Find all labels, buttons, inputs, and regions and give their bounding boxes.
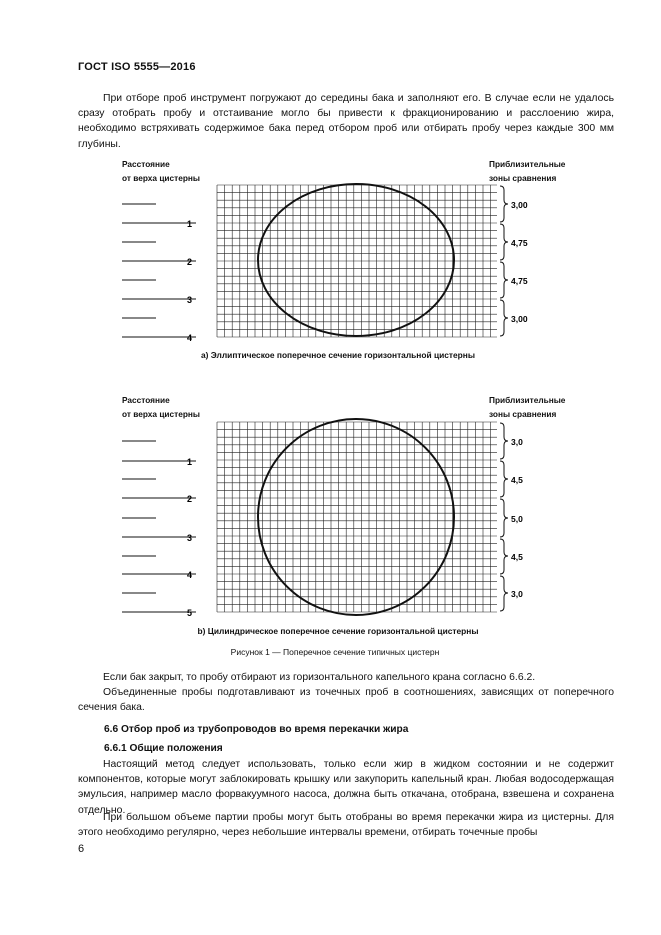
depth-mark-3: 3	[186, 295, 192, 305]
depth-mark-4: 4	[186, 570, 192, 580]
panel-b-caption: b) Цилиндрическое поперечное сечение горизонтальной цистерны	[197, 626, 479, 636]
zone-brace	[500, 461, 508, 497]
panel-b-depth-scale	[122, 441, 196, 612]
depth-mark-4: 4	[186, 333, 192, 343]
figure-caption: Рисунок 1 — Поперечное сечение типичных цистерн	[230, 647, 440, 657]
depth-mark-1: 1	[186, 457, 192, 467]
zone-value: 4,5	[511, 475, 523, 485]
standard-header: ГОСТ ISO 5555—2016	[78, 61, 196, 73]
panel-a-depth-scale	[122, 204, 196, 337]
section-6-6-heading: 6.6 Отбор проб из трубопроводов во время перекачки жира	[104, 724, 409, 735]
zone-value: 4,75	[511, 276, 528, 286]
zone-value: 5,0	[511, 514, 523, 524]
zone-value: 3,0	[511, 437, 523, 447]
elliptical-tank-outline	[258, 184, 454, 336]
zone-value: 3,0	[511, 589, 523, 599]
paragraph-composite-samples: Объединенные пробы подготавливают из точечных проб в соотношениях, зависящих от поперечного сечения бака.	[78, 687, 614, 714]
paragraph-method: Настоящий метод следует использовать, только если жир в жидком состоянии и не содержит компонентов, которые могут заблокировать крышку или закупорить капельный кран. Любая водосодержащая эмульсия, например масло форвакуумного насоса, должна быть откачана, отобрана, взвешена и сохранена отдельно.	[78, 759, 614, 816]
depth-mark-2: 2	[186, 257, 192, 267]
panel-b-left-label	[122, 393, 200, 421]
left-label-line1: Расстояние	[122, 395, 170, 405]
left-label-line2: от верха цистерны	[122, 173, 200, 183]
left-label-line1: Расстояние	[122, 159, 170, 169]
zone-brace	[500, 186, 508, 222]
cylindrical-tank-outline	[258, 419, 454, 615]
zone-value: 3,00	[511, 314, 528, 324]
section-6-6-1-heading: 6.6.1 Общие положения	[104, 743, 223, 754]
panel-a-caption: a) Эллиптическое поперечное сечение горизонтальной цистерны	[201, 350, 475, 360]
zone-brace	[500, 499, 508, 537]
zone-brace	[500, 300, 508, 336]
paragraph-large-batch: При большом объеме партии пробы могут быть отобраны во время перекачки жира из цистерны. Для этого необходимо регулярно, через небольшие интервалы времени, отбирать точечные пробы	[78, 812, 614, 839]
panel-b-right-label	[489, 393, 565, 421]
zone-brace	[500, 423, 508, 459]
zone-value: 4,75	[511, 238, 528, 248]
right-label-line1: Приблизительные	[489, 395, 566, 405]
page-number: 6	[78, 843, 85, 855]
zone-brace	[500, 576, 508, 611]
left-label-line2: от верха цистерны	[122, 409, 200, 419]
intro-paragraph: При отборе проб инструмент погружают до середины бака и заполняют его. В случае если не удалось сразу отобрать пробу и отстаивание могло бы привести к фракционированию и расслоению жира, необходимо встряхивать содержимое бака перед отбором проб или отбирать пробу через каждые 300 мм глубины.	[78, 93, 614, 150]
panel-a-zone-braces	[500, 186, 508, 336]
depth-mark-1: 1	[186, 219, 192, 229]
zone-brace	[500, 224, 508, 260]
zone-value: 4,5	[511, 552, 523, 562]
paragraph-closed-tank: Если бак закрыт, то пробу отбирают из горизонтального капельного крана согласно 6.6.2.	[103, 672, 536, 683]
zone-brace	[500, 262, 508, 298]
zone-brace	[500, 539, 508, 574]
right-label-line2: зоны сравнения	[489, 409, 557, 419]
depth-mark-3: 3	[186, 533, 192, 543]
zone-value: 3,00	[511, 200, 528, 210]
right-label-line2: зоны сравнения	[489, 173, 557, 183]
depth-mark-2: 2	[186, 494, 192, 504]
panel-b-zone-braces	[500, 423, 508, 611]
right-label-line1: Приблизительные	[489, 159, 566, 169]
depth-mark-5: 5	[186, 608, 192, 618]
